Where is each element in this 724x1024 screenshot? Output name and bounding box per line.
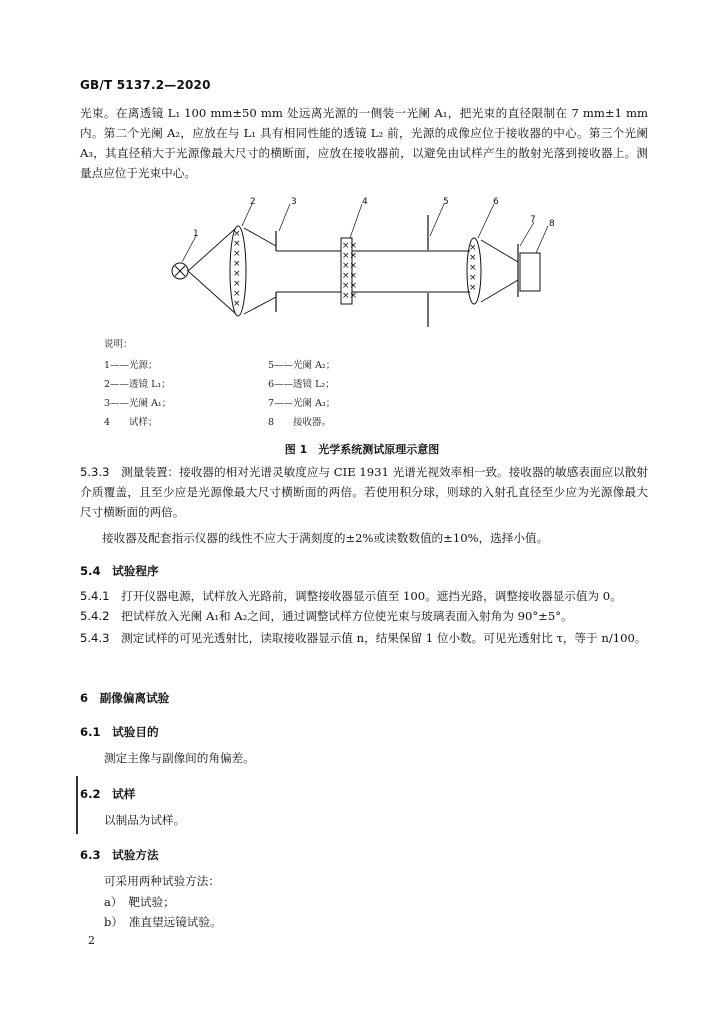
legend-item: 8 接收器。 (268, 417, 332, 428)
section-number: 5.3.3 (80, 465, 110, 479)
section-title: 副像偏离试验 (99, 691, 170, 705)
legend-item: 6——透镜 L₂； (268, 379, 335, 390)
svg-text:×: × (233, 249, 241, 259)
section-6-heading (80, 688, 169, 708)
option-item (104, 892, 175, 912)
legend-item: 7——光阑 A₃； (268, 398, 336, 409)
section-6-1-heading (80, 722, 159, 742)
svg-text:××: ×× (342, 271, 358, 281)
item-text: 打开仪器电源，试样放入光路前，调整接收器显示值至 100。遮挡光路，调整接收器显示值为 0。 (121, 589, 622, 603)
section-5-3-3-text2: 接收器及配套指示仪器的线性不应大于满刻度的±2%或读数数值的±10%，选择小值。 (102, 531, 549, 545)
svg-text:×: × (233, 299, 241, 309)
item-text: 把试样放入光阑 A₁和 A₂之间，通过调整试样方位使光束与玻璃表面入射角为 90°±5°。 (121, 609, 573, 623)
section-5-4-1 (80, 586, 622, 606)
callout-4: 4 (362, 197, 368, 207)
legend-item: 4 试样； (104, 417, 158, 428)
svg-text:××: ×× (342, 291, 358, 301)
section-6-3-heading (80, 845, 159, 865)
svg-text:××: ×× (342, 281, 358, 291)
svg-text:×: × (233, 239, 241, 249)
section-text: 测量装置：接收器的相对光谱灵敏度应与 CIE 1931 光谱光视效率相一致。接收器的敏感表面应以散射介质覆盖，且至少应是光源像最大尺寸横断面的两倍。若使用积分球，则球的入射孔直径至少应为光源像最大尺寸横断面的两倍。 (80, 465, 648, 519)
standard-id: GB/T 5137.2—2020 (80, 78, 211, 92)
receiver-icon (520, 253, 540, 291)
option-label: b） (104, 915, 118, 929)
figure-caption: 图 1 光学系统测试原理示意图 (284, 443, 440, 456)
section-number: 6 (80, 691, 89, 705)
legend-item: 2——透镜 L₁； (104, 379, 171, 390)
item-number: 5.4.2 (80, 609, 110, 623)
svg-text:×: × (469, 283, 477, 293)
page-number: 2 (88, 934, 95, 947)
intro-paragraph: 光束。在离透镜 L₁ 100 mm±50 mm 处远离光源的一侧装一光阑 A₁，把光束的直径限制在 7 mm±1 mm内。第二个光阑 A₂，应放在与 L₁ 具有相同性能的透镜 L₂ 前，光源的成像应位于接收器的中心。第三个光阑 A₃，其直径稍大于光源像最大尺寸的横断面，应放在接收器前，以避免由试样产生的散射光落到接收器上。测量点应位于光束中心。 (80, 106, 648, 180)
svg-text:×: × (233, 279, 241, 289)
section-5-4-3 (80, 628, 648, 648)
legend-item: 5——光阑 A₂； (268, 360, 336, 371)
section-5-4-heading (80, 561, 159, 581)
section-6-2-heading (80, 784, 135, 804)
section-title: 试样 (112, 787, 136, 801)
svg-text:×: × (233, 289, 241, 299)
section-6-2-text: 以制品为试样。 (104, 813, 186, 827)
svg-text:×: × (469, 253, 477, 263)
section-number: 6.2 (80, 787, 101, 801)
section-5-4-2 (80, 606, 573, 626)
section-number: 5.4 (80, 564, 101, 578)
svg-text:××: ×× (342, 261, 358, 271)
item-number: 5.4.3 (80, 631, 110, 645)
item-number: 5.4.1 (80, 589, 110, 603)
svg-text:×: × (469, 243, 477, 253)
legend-title: 说明： (104, 339, 133, 350)
revision-bar (76, 776, 78, 834)
option-item (104, 912, 222, 932)
svg-text:×: × (469, 273, 477, 283)
optical-system-diagram (0, 0, 724, 340)
svg-text:×: × (233, 259, 241, 269)
callout-8: 8 (549, 219, 555, 229)
callout-6: 6 (493, 197, 499, 207)
section-6-1-text: 测定主像与副像间的角偏差。 (104, 751, 255, 765)
callout-2: 2 (250, 197, 256, 207)
section-number: 6.1 (80, 725, 101, 739)
callout-5: 5 (443, 197, 449, 207)
legend-item: 1——光源； (104, 360, 158, 371)
option-text: 靶试验； (128, 895, 175, 909)
section-number: 6.3 (80, 848, 101, 862)
option-label: a） (104, 895, 117, 909)
callout-3: 3 (291, 197, 297, 207)
section-6-3-text: 可采用两种试验方法： (104, 874, 220, 888)
option-text: 准直望远镜试验。 (128, 915, 222, 929)
svg-text:×: × (469, 263, 477, 273)
svg-text:××: ×× (342, 251, 358, 261)
item-text: 测定试样的可见光透射比，读取接收器显示值 n，结果保留 1 位小数。可见光透射比 τ，等于 n/100。 (121, 631, 647, 645)
svg-text:××: ×× (342, 241, 358, 251)
callout-7: 7 (530, 215, 536, 225)
svg-text:×: × (233, 269, 241, 279)
svg-text:×: × (233, 229, 241, 239)
section-title: 试验目的 (112, 725, 159, 739)
section-title: 试验程序 (112, 564, 159, 578)
section-title: 试验方法 (112, 848, 159, 862)
section-5-3-3 (80, 462, 648, 522)
callout-1: 1 (193, 229, 199, 239)
legend-item: 3——光阑 A₁； (104, 398, 172, 409)
